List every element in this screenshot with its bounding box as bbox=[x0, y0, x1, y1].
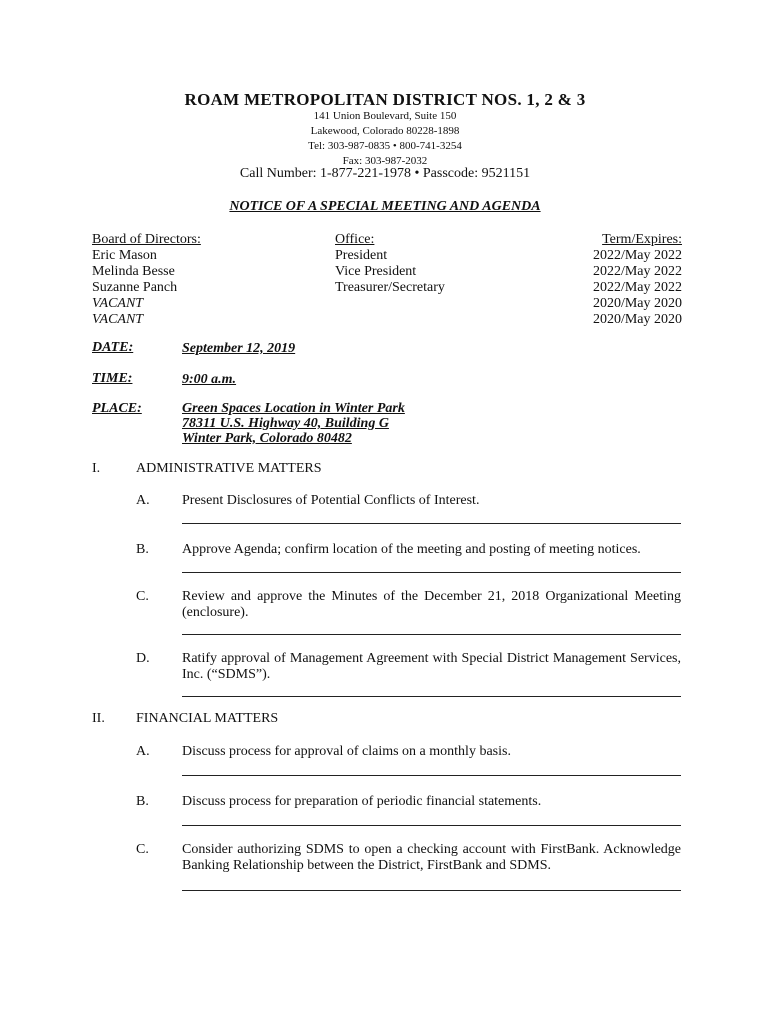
agenda-item-text: Ratify approval of Management Agreement with Special District Management Services, Inc. (“SDMS”). bbox=[182, 651, 681, 682]
item-letter: A. bbox=[136, 744, 150, 759]
date-label: DATE: bbox=[92, 340, 134, 355]
place-value bbox=[182, 401, 405, 446]
notes-line bbox=[182, 634, 681, 635]
agenda-item-text: Consider authorizing SDMS to open a checking account with FirstBank. Acknowledge Banking Relationship between the District, FirstBank and SDMS. bbox=[182, 842, 681, 873]
notes-line bbox=[182, 890, 681, 891]
item-letter: C. bbox=[136, 589, 149, 604]
director-term: 2022/May 2022 bbox=[592, 248, 682, 263]
notes-line bbox=[182, 523, 681, 524]
item-letter: B. bbox=[136, 794, 149, 809]
section-title: ADMINISTRATIVE MATTERS bbox=[136, 461, 322, 476]
director-name: Eric Mason bbox=[92, 248, 157, 263]
director-office: Vice President bbox=[335, 264, 417, 279]
director-name: Melinda Besse bbox=[92, 264, 175, 279]
section-title: FINANCIAL MATTERS bbox=[136, 711, 279, 726]
director-term: 2022/May 2022 bbox=[592, 264, 682, 279]
address-line-2: Lakewood, Colorado 80228-1898 bbox=[310, 125, 460, 137]
place-line-2: 78311 U.S. Highway 40, Building G bbox=[182, 416, 389, 431]
place-line-1: Green Spaces Location in Winter Park bbox=[182, 401, 405, 416]
fax-line: Fax: 303-987-2032 bbox=[342, 155, 428, 167]
section-number: II. bbox=[92, 711, 105, 726]
phone-line: Tel: 303-987-0835 • 800-741-3254 bbox=[308, 140, 462, 152]
term-header: Term/Expires: bbox=[602, 232, 682, 247]
item-letter: C. bbox=[136, 842, 149, 857]
place-line-3: Winter Park, Colorado 80482 bbox=[182, 431, 352, 446]
director-term: 2022/May 2022 bbox=[592, 280, 682, 295]
address-line-1: 141 Union Boulevard, Suite 150 bbox=[313, 110, 457, 122]
agenda-item-text: Approve Agenda; confirm location of the meeting and posting of meeting notices. bbox=[182, 542, 641, 557]
director-name: VACANT bbox=[92, 312, 144, 327]
notes-line bbox=[182, 775, 681, 776]
item-letter: B. bbox=[136, 542, 149, 557]
director-name: Suzanne Panch bbox=[92, 280, 178, 295]
district-title: ROAM METROPOLITAN DISTRICT NOS. 1, 2 & 3 bbox=[184, 90, 586, 109]
place-label: PLACE: bbox=[92, 401, 142, 416]
board-term-column bbox=[593, 232, 682, 328]
section-number: I. bbox=[92, 461, 101, 476]
notice-title: NOTICE OF A SPECIAL MEETING AND AGENDA bbox=[229, 199, 541, 214]
office-header: Office: bbox=[335, 232, 375, 247]
time-label: TIME: bbox=[92, 371, 133, 386]
notes-line bbox=[182, 572, 681, 573]
director-term: 2020/May 2020 bbox=[592, 296, 682, 311]
director-name: VACANT bbox=[92, 296, 144, 311]
call-info: Call Number: 1-877-221-1978 • Passcode: 9521151 bbox=[239, 166, 531, 181]
item-letter: D. bbox=[136, 651, 150, 666]
agenda-item-text: Discuss process for approval of claims on a monthly basis. bbox=[182, 744, 511, 759]
notes-line bbox=[182, 825, 681, 826]
agenda-item-text: Discuss process for preparation of periodic financial statements. bbox=[182, 794, 542, 809]
agenda-item-text: Review and approve the Minutes of the December 21, 2018 Organizational Meeting (enclosure). bbox=[182, 589, 681, 620]
board-directors-column bbox=[92, 232, 201, 328]
time-value: 9:00 a.m. bbox=[182, 372, 237, 387]
board-office-column bbox=[335, 232, 445, 296]
item-letter: A. bbox=[136, 493, 150, 508]
director-office: Treasurer/Secretary bbox=[335, 280, 445, 295]
director-office: President bbox=[335, 248, 388, 263]
agenda-item-text: Present Disclosures of Potential Conflicts of Interest. bbox=[182, 493, 480, 508]
notes-line bbox=[182, 696, 681, 697]
directors-header: Board of Directors: bbox=[92, 232, 201, 247]
director-term: 2020/May 2020 bbox=[592, 312, 682, 327]
date-value: September 12, 2019 bbox=[182, 341, 296, 356]
